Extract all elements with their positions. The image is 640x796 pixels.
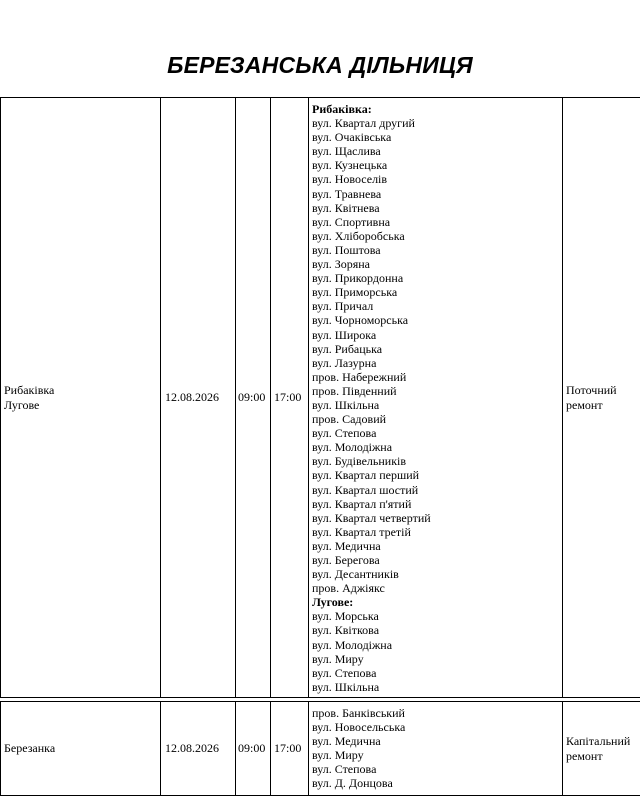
street-item: вул. Морська xyxy=(312,609,562,623)
street-item: вул. Квартал третій xyxy=(312,525,562,539)
street-item: вул. Молодіжна xyxy=(312,440,562,454)
street-item: вул. Хліборобська xyxy=(312,229,562,243)
street-item: вул. Спортивна xyxy=(312,215,562,229)
street-item: вул. Квартал п'ятий xyxy=(312,497,562,511)
table-row xyxy=(1,702,640,796)
street-item: вул. Медична xyxy=(312,539,562,553)
street-item: пров. Садовий xyxy=(312,412,562,426)
settlement-heading: Лугове: xyxy=(312,595,562,609)
street-item: пров. Південний xyxy=(312,384,562,398)
street-item: вул. Миру xyxy=(312,652,562,666)
street-item: вул. Степова xyxy=(312,762,562,776)
page-title: БЕРЕЗАНСЬКА ДІЛЬНИЦЯ xyxy=(0,52,640,79)
work-type-cell xyxy=(563,702,640,796)
street-item: вул. Десантників xyxy=(312,567,562,581)
work-type-line: Поточний xyxy=(566,383,640,397)
work-type-line: ремонт xyxy=(566,749,640,763)
street-item: вул. Степова xyxy=(312,426,562,440)
street-item: вул. Шкільна xyxy=(312,398,562,412)
street-item: вул. Квартал шостий xyxy=(312,483,562,497)
street-item: вул. Молодіжна xyxy=(312,638,562,652)
street-item: пров. Набережний xyxy=(312,370,562,384)
street-item: вул. Щаслива xyxy=(312,144,562,158)
locations-cell xyxy=(1,98,161,698)
locations-cell xyxy=(1,702,161,796)
date-cell: 12.08.2026 xyxy=(161,702,236,796)
time-end-cell: 17:00 xyxy=(271,98,309,698)
location-name: Березанка xyxy=(4,741,160,755)
street-item: вул. Новоселів xyxy=(312,172,562,186)
location-name: Рибаківка xyxy=(4,383,160,397)
street-item: вул. Квартал перший xyxy=(312,468,562,482)
table-row xyxy=(1,98,640,698)
settlement-heading: Рибаківка: xyxy=(312,102,562,116)
street-item: вул. Причал xyxy=(312,299,562,313)
time-start-cell: 09:00 xyxy=(236,98,271,698)
street-item: вул. Кузнецька xyxy=(312,158,562,172)
streets-cell xyxy=(309,98,563,698)
street-item: вул. Миру xyxy=(312,748,562,762)
street-item: вул. Квіткова xyxy=(312,623,562,637)
street-item: вул. Медична xyxy=(312,734,562,748)
location-name: Лугове xyxy=(4,398,160,412)
street-item: вул. Поштова xyxy=(312,243,562,257)
street-item: вул. Зоряна xyxy=(312,257,562,271)
street-item: вул. Берегова xyxy=(312,553,562,567)
street-item: вул. Квартал другий xyxy=(312,116,562,130)
street-item: вул. Лазурна xyxy=(312,356,562,370)
street-item: вул. Широка xyxy=(312,328,562,342)
street-item: вул. Травнева xyxy=(312,187,562,201)
street-item: вул. Будівельників xyxy=(312,454,562,468)
time-end-cell: 17:00 xyxy=(271,702,309,796)
streets-cell xyxy=(309,702,563,796)
street-item: вул. Новосельська xyxy=(312,720,562,734)
date-cell: 12.08.2026 xyxy=(161,98,236,698)
work-type-cell xyxy=(563,98,640,698)
street-item: вул. Приморська xyxy=(312,285,562,299)
street-item: вул. Чорноморська xyxy=(312,313,562,327)
street-item: вул. Квартал четвертий xyxy=(312,511,562,525)
time-start-cell: 09:00 xyxy=(236,702,271,796)
street-item: вул. Д. Донцова xyxy=(312,776,562,790)
street-item: вул. Шкільна xyxy=(312,680,562,694)
street-item: пров. Банківський xyxy=(312,706,562,720)
outage-schedule-table xyxy=(0,97,640,796)
work-type-line: ремонт xyxy=(566,398,640,412)
street-item: вул. Степова xyxy=(312,666,562,680)
street-item: вул. Рибацька xyxy=(312,342,562,356)
street-item: пров. Аджіякс xyxy=(312,581,562,595)
street-item: вул. Очаківська xyxy=(312,130,562,144)
street-item: вул. Прикордонна xyxy=(312,271,562,285)
work-type-line: Капітальний xyxy=(566,734,640,748)
street-item: вул. Квітнева xyxy=(312,201,562,215)
